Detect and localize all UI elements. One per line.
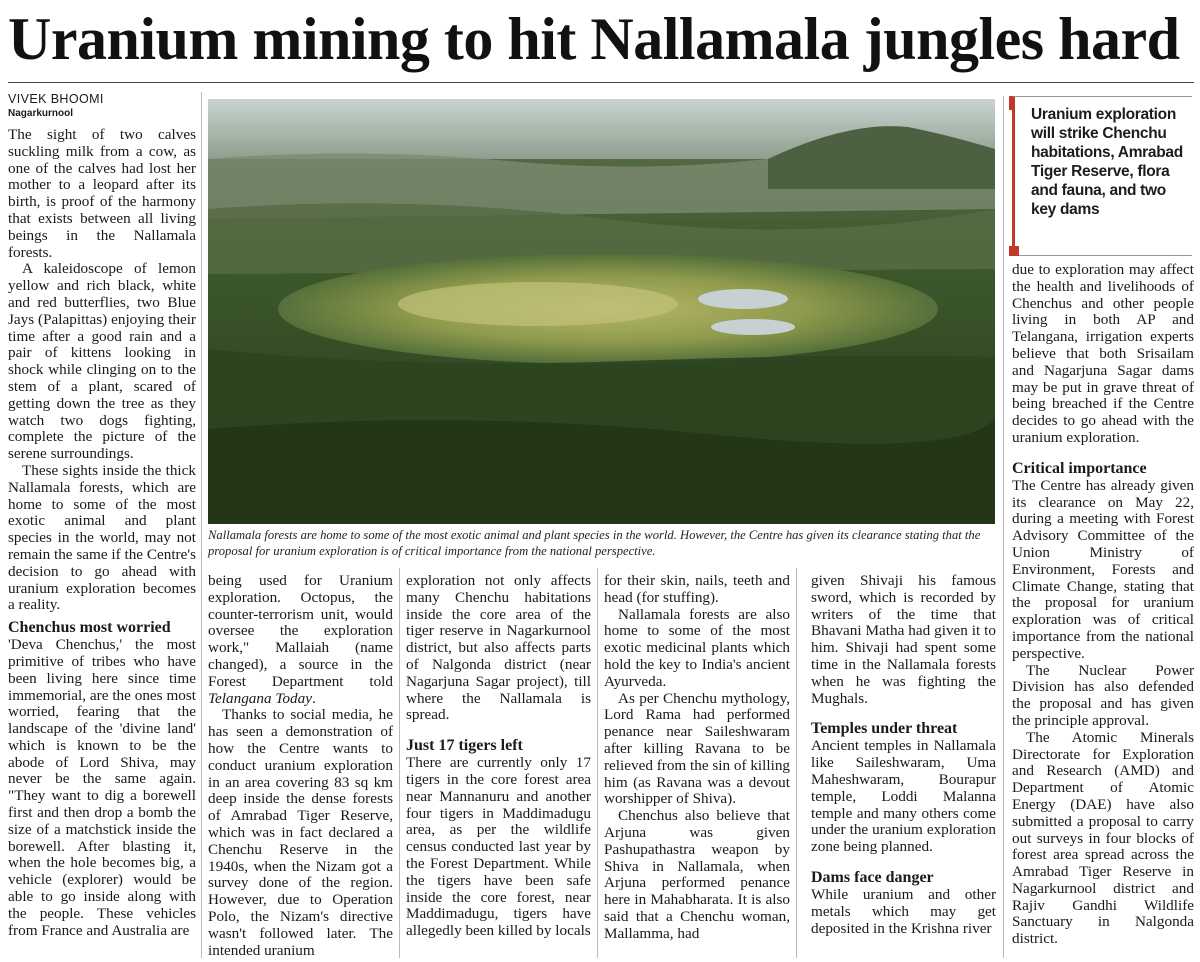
pull-quote-box xyxy=(1012,96,1192,256)
paragraph: While uranium and other metals which may get deposited in the Krishna river xyxy=(811,885,996,937)
paragraph: The sight of two calves suckling milk from a cow, as one of the calves had lost her mother to a leopard after its birth, is proof of the harmony that exists between all living beings in the Nallamala forests. xyxy=(8,126,196,261)
paragraph: exploration not only affects many Chenchu habitations inside the core area of the tiger reserve in Nagarkurnool district, but also affects parts of Nalgonda district (near Nagarjuna Sagar project), till where the Nallamala is spread. xyxy=(406,573,591,724)
subheading-critical: Critical importance xyxy=(1012,459,1147,477)
pull-quote: Uranium exploration will strike Chenchu habitations, Amrabad Tiger Reserve, flora and fauna, and two key dams xyxy=(1031,106,1183,218)
article-column-3 xyxy=(406,573,591,961)
byline: VIVEK BHOOMI xyxy=(8,92,104,106)
paragraph xyxy=(208,573,393,707)
subheading-chenchus: Chenchus most worried xyxy=(8,619,171,637)
headline: Uranium mining to hit Nallamala jungles hard xyxy=(8,6,1180,72)
article-column-5 xyxy=(811,573,996,961)
article-column-4 xyxy=(604,573,790,961)
pull-quote-accent xyxy=(1009,96,1012,110)
paragraph: due to exploration may affect the health and livelihoods of Chenchus and other people living in both AP and Telangana, irrigation experts believe that both Srisailam and Nagarjuna Sagar dams may be put in grave threat of being breached if the Centre decides to go ahead with the uranium exploration. xyxy=(1012,262,1194,446)
paragraph: Thanks to social media, he has seen a demonstration of how the Centre wants to conduct uranium exploration in an area covering 83 sq km deep inside the dense forests of Amrabad Tiger Reserve, which was in fact declared a Chenchu Reserve in the 1940s, when the Nizam got a survey done of the region. However, due to Operation Polo, the Nizam's directive wasn't followed later. The intended uranium xyxy=(208,706,393,959)
article-column-6 xyxy=(1012,262,1194,960)
paragraph: Ancient temples in Nallamala like Saileshwaram, Uma Maheshwaram, Bourapur temple, Loddi Malanna temple and many others come under the uranium exploration zone being planned. xyxy=(811,737,996,856)
paragraph-end: . xyxy=(311,689,316,707)
column-rule xyxy=(597,568,598,958)
paragraph-text: being used for Uranium exploration. Octopus, the counter-terrorism unit, would oversee the exploration work," Mallaiah (name changed), a source in the Forest Department told xyxy=(208,573,393,690)
newspaper-name: Telangana Today xyxy=(208,689,312,707)
forest-landscape-photo xyxy=(208,99,995,524)
paragraph: Chenchus also believe that Arjuna was given Pashupathastra weapon by Shiva in Nallamala, when Arjuna performed penance here in Mahabharata. It is also said that a Chenchu woman, Mallamma, had xyxy=(604,807,790,942)
paragraph: There are currently only 17 tigers in the core forest area near Mannanuru and another four tigers in Maddimadugu area, as per the wildlife census conducted last year by the Forest Department. While the tigers have been safe inside the core forest, near Maddimadugu, tigers have allegedly been killed by locals xyxy=(406,754,591,940)
paragraph: for their skin, nails, teeth and head (for stuffing). xyxy=(604,573,790,606)
headline-rule xyxy=(8,82,1194,83)
article-column-2 xyxy=(208,573,393,961)
paragraph: These sights inside the thick Nallamala forests, which are home to some of the most exotic animal and plant species in the world, may not remain the same if the Centre's decision to go ahead with uranium exploration becomes a reality. xyxy=(8,461,196,614)
column-rule xyxy=(201,568,202,958)
paragraph: The Atomic Minerals Directorate for Exploration and Research (AMD) and Department of Atomic Energy (DAE) have also submitted a proposal to carry out surveys in four blocks of forest area spread across the Amrabad Tiger Reserve in Nagarkurnool district and Rajiv Gandhi Wildlife Sanctuary in Nalgonda district. xyxy=(1012,728,1194,948)
subheading-tigers: Just 17 tigers left xyxy=(406,737,523,755)
column-rule xyxy=(1003,96,1004,958)
paragraph: As per Chenchu mythology, Lord Rama had performed penance near Saileshwaram after killing Ravana to be relieved from the sin of killing him (as Ravana was a devout worshipper of Shiva). xyxy=(604,689,790,808)
paragraph: The Nuclear Power Division has also defended the proposal and has given the principle approval. xyxy=(1012,661,1194,729)
article-column-1 xyxy=(8,92,196,960)
dateline: Nagarkurnool xyxy=(8,108,74,119)
column-rule xyxy=(399,568,400,958)
column-rule xyxy=(796,568,797,958)
subheading-dams: Dams face danger xyxy=(811,868,934,886)
paragraph: 'Deva Chenchus,' the most primitive of tribes who have been living here since time immemorial, are the ones most worried, fearing that the landscape of the 'divine land' which is known to be the abode of Lord Shiva, may never be the same again. "They want to dig a borewell first and then drop a bomb the size of a matchstick inside the borewell. After blasting it, when the hole becomes big, a vehicle (explorer) would be able to go inside along with the people. These vehicles from France and Australia are xyxy=(8,636,196,939)
pull-quote-corner xyxy=(1009,246,1019,256)
photo-caption: Nallamala forests are home to some of the most exotic animal and plant species in the world. However, the Centre has given its clearance stating that the proposal for uranium exploration is of critical importance from the national perspective. xyxy=(208,528,981,558)
paragraph: Nallamala forests are also home to some of the most exotic medicinal plants which hold the key to India's ancient Ayurveda. xyxy=(604,605,790,690)
paragraph: The Centre has already given its clearance on May 22, during a meeting with Forest Advisory Committee of the Union Ministry of Environment, Forests and Climate Change, stating that the proposal for uranium exploration was of critical importance from the national perspective. xyxy=(1012,476,1194,662)
paragraph: A kaleidoscope of lemon yellow and rich black, white and red butterflies, two Blue Jays (Palapittas) enjoying their time after a good rain and a pair of kittens looking in shock while clinging on to the stem of a plant, scared of getting down the tree as they watch two dogs fighting, complete the picture of the serene surroundings. xyxy=(8,260,196,463)
subheading-temples: Temples under threat xyxy=(811,720,958,738)
paragraph: given Shivaji his famous sword, which is recorded by writers of the time that Bhavani Matha had given it to him. Shivaji had spent some time in the Nallamala forests when he was fighting the Mughals. xyxy=(811,573,996,707)
forest-photo-illustration xyxy=(208,99,995,524)
